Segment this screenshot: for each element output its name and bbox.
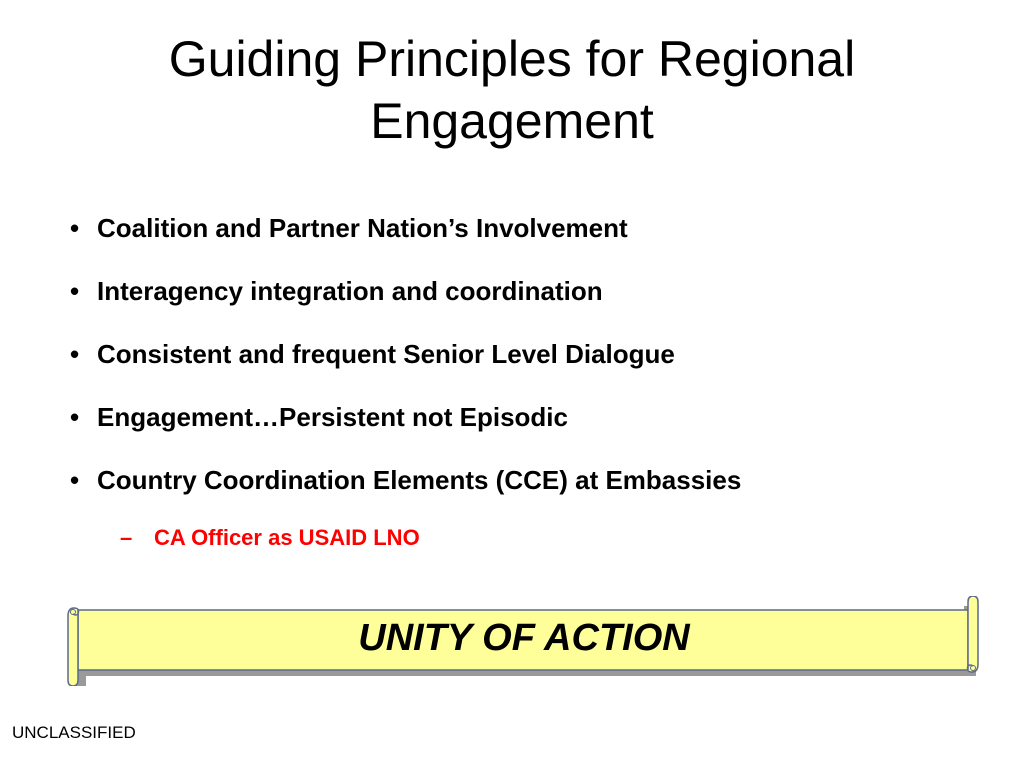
sub-bullet-marker: –: [120, 525, 133, 550]
sub-bullet-item: [120, 520, 420, 556]
banner-text: UNITY OF ACTION: [358, 617, 690, 659]
bullet-item: [70, 206, 990, 269]
bullet-marker: •: [70, 402, 80, 432]
scroll-banner: [64, 596, 982, 686]
slide-title: Guiding Principles for Regional Engagement: [168, 31, 856, 149]
bullet-marker: •: [70, 213, 80, 243]
bullet-marker: •: [70, 465, 80, 495]
bullet-item: [70, 332, 990, 395]
banner-right-curl: [968, 596, 979, 672]
bullet-item: [70, 395, 990, 458]
classification-label: UNCLASSIFIED: [12, 723, 136, 742]
bullet-marker: •: [70, 276, 80, 306]
bullet-marker: •: [70, 339, 80, 369]
bullet-list: [70, 206, 990, 521]
sub-bullet-text: CA Officer as USAID LNO: [154, 525, 420, 550]
banner-left-curl: [68, 608, 79, 686]
bullet-item: [70, 269, 990, 332]
bullet-text: Interagency integration and coordination: [97, 276, 603, 306]
bullet-text: Consistent and frequent Senior Level Dialogue: [97, 339, 675, 369]
bullet-text: Coalition and Partner Nation’s Involvement: [97, 213, 628, 243]
bullet-text: Country Coordination Elements (CCE) at Embassies: [97, 465, 742, 495]
bullet-text: Engagement…Persistent not Episodic: [97, 402, 568, 432]
bullet-item: [70, 458, 990, 521]
